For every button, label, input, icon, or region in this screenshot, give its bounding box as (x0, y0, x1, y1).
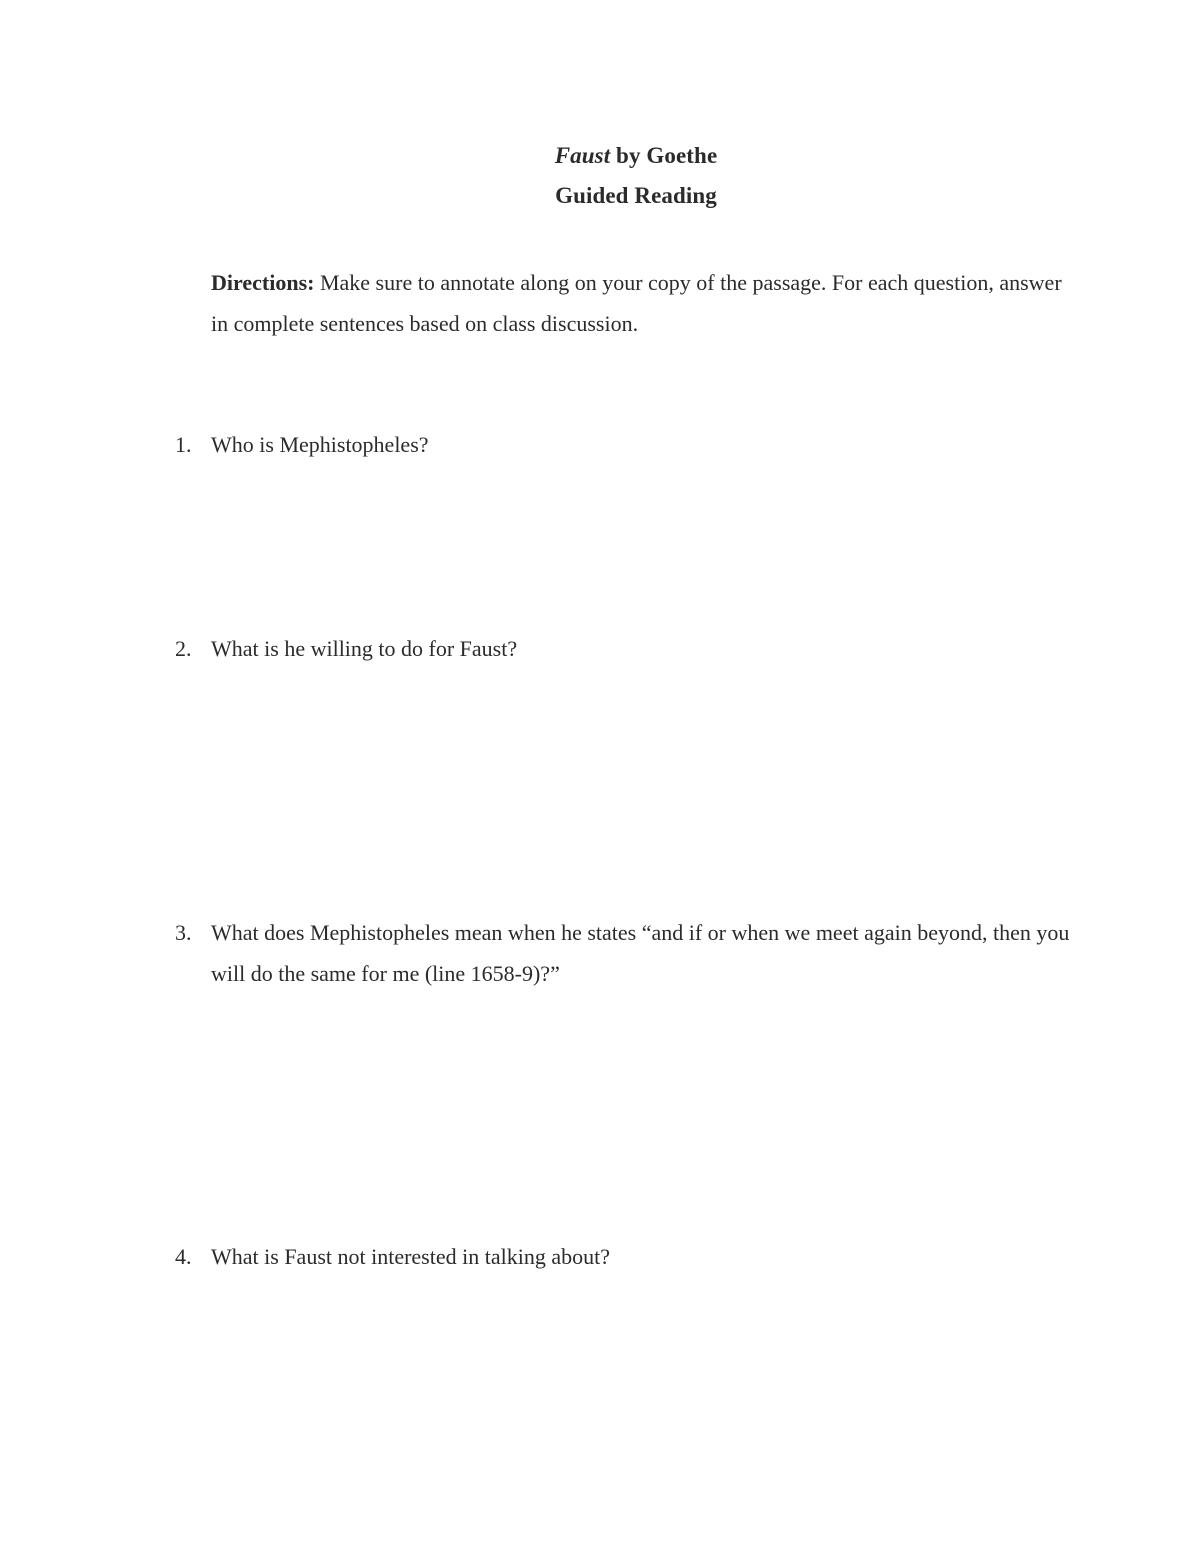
question-number: 1. (175, 432, 192, 457)
question-number: 3. (175, 920, 192, 945)
directions-text: Make sure to annotate along on your copy of the passage. For each question, answer in complete sentences based on class discussion. (211, 270, 1062, 336)
document-subtitle: Guided Reading (555, 183, 717, 208)
directions-label: Directions: (211, 270, 315, 295)
title-author: by Goethe (610, 143, 718, 168)
question-number: 4. (175, 1244, 192, 1269)
document-title (36, 141, 1200, 171)
question-text: What does Mephistopheles mean when he states “and if or when we meet again beyond, then you will do the same for me (line 1658-9)?” (211, 920, 1070, 986)
question-text: Who is Mephistopheles? (211, 432, 429, 457)
question-text: What is Faust not interested in talking about? (211, 1244, 610, 1269)
question-number: 2. (175, 636, 192, 661)
title-work-name: Faust (554, 143, 611, 168)
directions-paragraph (211, 262, 1071, 344)
question-text: What is he willing to do for Faust? (211, 636, 518, 661)
